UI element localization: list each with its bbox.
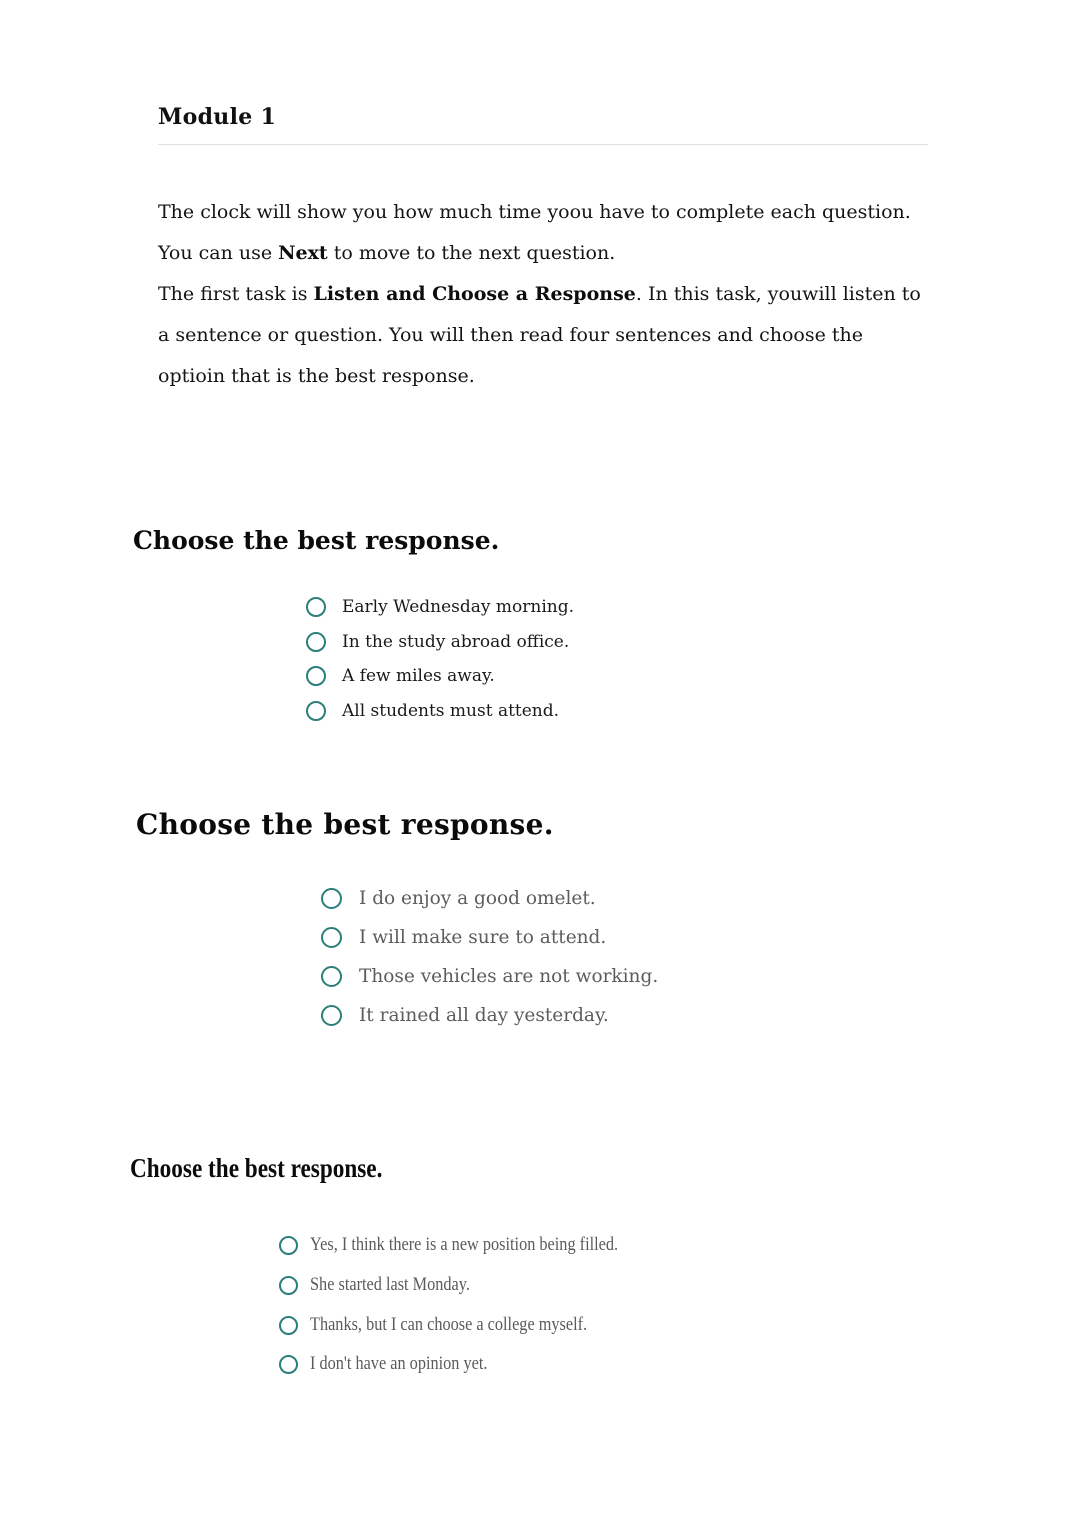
instructions-task-pre: The first task is (158, 283, 314, 305)
option-enjoy-omelet[interactable] (321, 879, 658, 918)
question-3-options (279, 1226, 660, 1385)
question-3 (130, 1153, 424, 1184)
option-few-miles-away[interactable] (306, 659, 574, 694)
radio-unselected-icon[interactable] (321, 927, 342, 948)
option-rained-yesterday[interactable] (321, 996, 658, 1035)
module-title: Module 1 (158, 104, 277, 130)
option-label: I do enjoy a good omelet. (359, 888, 596, 909)
question-heading: Choose the best response. (130, 1153, 383, 1183)
radio-unselected-icon[interactable] (279, 1236, 298, 1255)
question-2-options (321, 879, 658, 1035)
instructions-next (158, 233, 928, 274)
option-label: I don't have an opinion yet. (310, 1354, 488, 1375)
option-all-students-must-attend[interactable] (306, 694, 574, 729)
instructions-task (158, 274, 928, 397)
radio-unselected-icon[interactable] (279, 1316, 298, 1335)
radio-unselected-icon[interactable] (321, 966, 342, 987)
instructions-task-post: . In this task, youwill listen to a sentence or question. You will then read four sentences and choose the optioin that is the best response. (158, 283, 921, 387)
option-label: All students must attend. (342, 700, 560, 721)
option-label: Yes, I think there is a new position being filled. (310, 1235, 619, 1256)
option-label: A few miles away. (342, 666, 495, 687)
instructions-clock: The clock will show you how much time yoou have to complete each question. (158, 201, 911, 223)
option-vehicles-not-working[interactable] (321, 957, 658, 996)
radio-unselected-icon[interactable] (321, 888, 342, 909)
option-make-sure-to-attend[interactable] (321, 918, 658, 957)
instructions-next-pre: You can use (158, 242, 279, 264)
option-label: Early Wednesday morning. (342, 597, 575, 618)
option-label: She started last Monday. (310, 1275, 470, 1296)
option-label: It rained all day yesterday. (359, 1005, 609, 1026)
radio-unselected-icon[interactable] (306, 666, 326, 686)
option-label: I will make sure to attend. (359, 927, 607, 948)
option-early-wednesday-morning[interactable] (306, 590, 574, 625)
option-no-opinion-yet[interactable] (279, 1345, 660, 1385)
option-study-abroad-office[interactable] (306, 625, 574, 660)
question-1 (133, 526, 499, 555)
option-started-last-monday[interactable] (279, 1266, 660, 1306)
option-choose-college-myself[interactable] (279, 1305, 660, 1345)
title-divider (158, 144, 928, 145)
radio-unselected-icon[interactable] (306, 701, 326, 721)
radio-unselected-icon[interactable] (279, 1276, 298, 1295)
radio-unselected-icon[interactable] (306, 597, 326, 617)
instructions (158, 192, 928, 397)
option-new-position[interactable] (279, 1226, 660, 1266)
radio-unselected-icon[interactable] (279, 1355, 298, 1374)
task-name: Listen and Choose a Response (313, 283, 636, 305)
question-heading: Choose the best response. (133, 526, 500, 555)
option-label: In the study abroad office. (342, 631, 570, 652)
question-2 (136, 808, 554, 841)
radio-unselected-icon[interactable] (306, 632, 326, 652)
radio-unselected-icon[interactable] (321, 1005, 342, 1026)
next-keyword: Next (278, 242, 328, 264)
question-heading: Choose the best response. (136, 808, 554, 841)
option-label: Those vehicles are not working. (359, 966, 659, 987)
question-1-options (306, 590, 574, 728)
option-label: Thanks, but I can choose a college myself. (310, 1314, 588, 1335)
instructions-next-post: to move to the next question. (327, 242, 616, 264)
